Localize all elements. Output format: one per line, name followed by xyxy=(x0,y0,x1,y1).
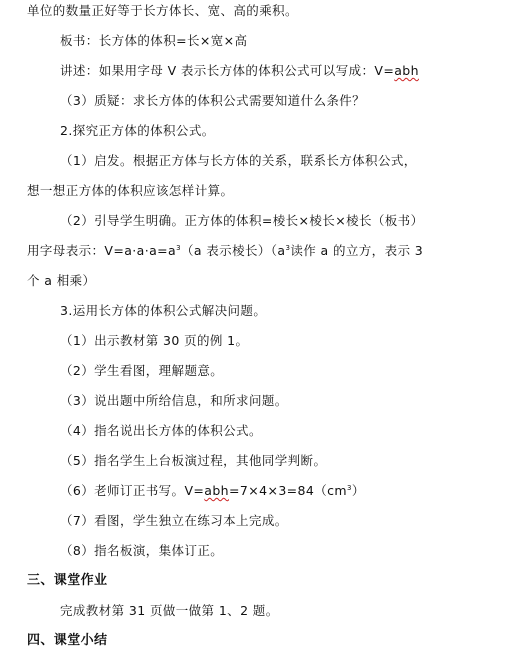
section-heading: 三、课堂作业 xyxy=(27,573,108,588)
paragraph-line: 3.运用长方体的体积公式解决问题。 xyxy=(60,303,267,318)
list-item: （5）指名学生上台板演过程，其他同学判断。 xyxy=(60,453,327,468)
list-item: （7）看图，学生独立在练习本上完成。 xyxy=(60,513,288,528)
paragraph-line: （1）启发。根据正方体与长方体的关系，联系长方体积公式， xyxy=(60,153,417,168)
paragraph-line: 完成教材第 31 页做一做第 1、2 题。 xyxy=(60,603,279,618)
list-item: （1）出示教材第 30 页的例 1。 xyxy=(60,333,249,348)
paragraph-line: 单位的数量正好等于长方体长、宽、高的乘积。 xyxy=(27,3,298,18)
paragraph-line: （3）质疑：求长方体的体积公式需要知道什么条件？ xyxy=(60,93,366,108)
paragraph-line: 2.探究正方体的体积公式。 xyxy=(60,123,215,138)
list-item: （3）说出题中所给信息，和所求问题。 xyxy=(60,393,288,408)
paragraph-line: 板书：长方体的体积=长×宽×高 xyxy=(60,33,248,48)
section-heading: 四、课堂小结 xyxy=(27,633,108,648)
list-item: （6）老师订正书写。$V=abh=7\times 4\times 3=84(cm^3)$ xyxy=(60,483,365,498)
list-item: （8）指名板演，集体订正。 xyxy=(60,543,224,558)
list-item: （2）学生看图，理解题意。 xyxy=(60,363,224,378)
paragraph-line: （2）引导学生明确。正方体的体积=棱长×棱长×棱长（板书） xyxy=(60,213,424,228)
paragraph-line: 讲述：如果用字母 V 表示长方体的体积公式可以写成：V=abh xyxy=(60,63,419,78)
paragraph-line: 个 a 相乘） xyxy=(27,273,96,288)
list-item: （4）指名说出长方体的体积公式。 xyxy=(60,423,262,438)
paragraph-line: 用字母表示：$V=a\cdot a\cdot a=a^3(a$ 表示棱长）（$a^3$读作 a 的立方，表示 3 xyxy=(27,243,424,258)
paragraph-line: 想一想正方体的体积应该怎样计算。 xyxy=(27,183,234,198)
